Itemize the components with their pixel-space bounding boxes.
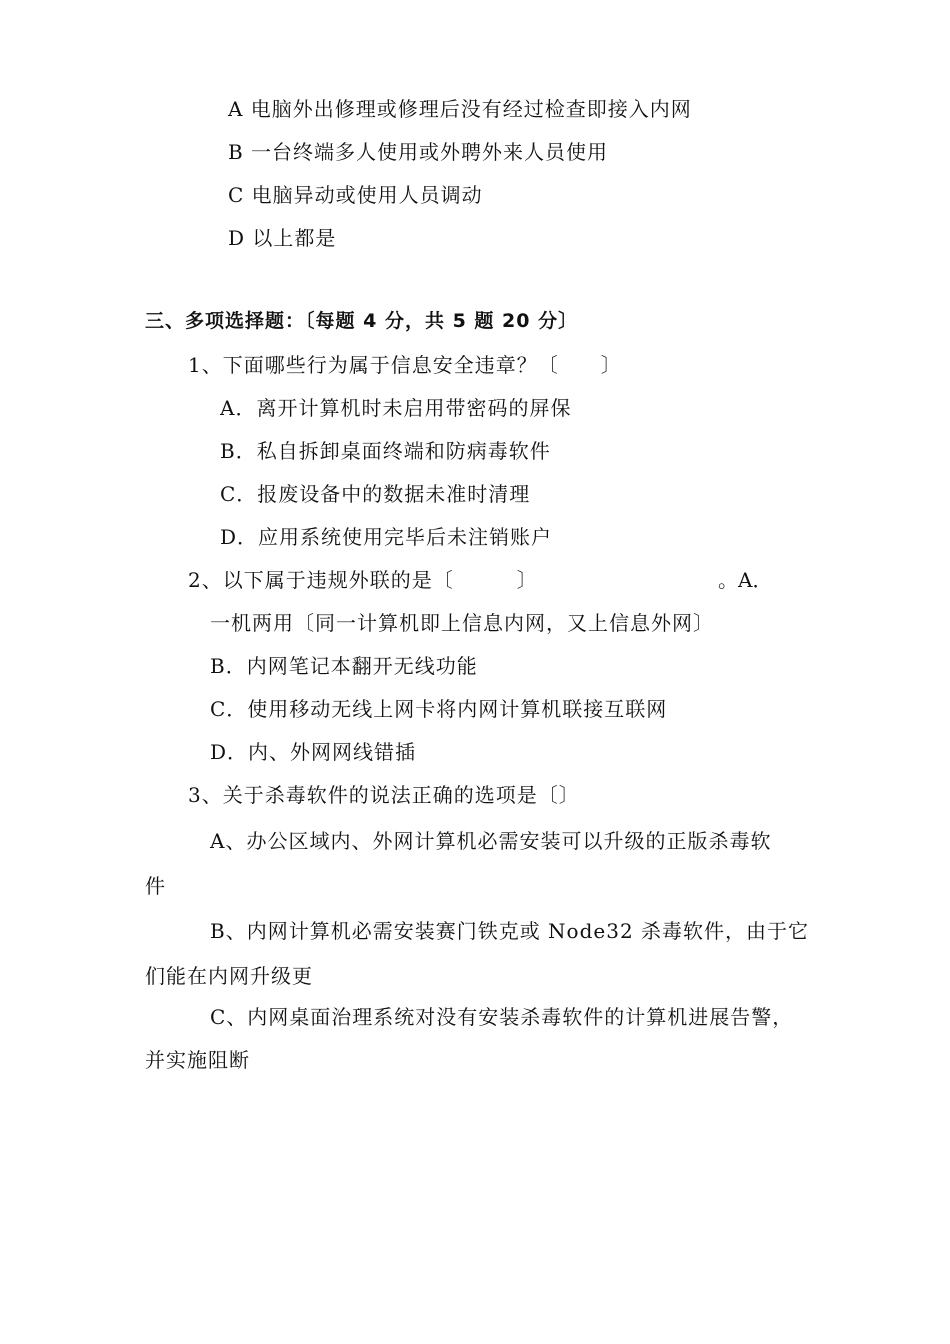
q1-stem: 1、下面哪些行为属于信息安全违章？〔 〕 [188, 353, 622, 377]
prev-option-b: B 一台终端多人使用或外聘外来人员使用 [228, 140, 609, 164]
q2-stem: 2、以下属于违规外联的是〔 〕 [188, 568, 538, 592]
section-title: 三、多项选择题： [145, 310, 306, 332]
prev-option-a: A 电脑外出修理或修理后没有经过检查即接入内网 [228, 97, 692, 121]
q3-option-c-line1: C、内网桌面治理系统对没有安装杀毒软件的计算机进展告警， [210, 1005, 794, 1029]
q3-option-c-line2: 并实施阻断 [145, 1048, 250, 1072]
q1-option-c: C．报废设备中的数据未准时清理 [220, 482, 531, 506]
q1-option-a: A．离开计算机时未启用带密码的屏保 [220, 396, 572, 420]
q2-stem-tail: 。A． [718, 568, 773, 592]
section-heading [145, 308, 578, 334]
q2-option-c: C．使用移动无线上网卡将内网计算机联接互联网 [210, 697, 668, 721]
prev-option-c: C 电脑异动或使用人员调动 [228, 183, 483, 207]
q2-option-b: B．内网笔记本翻开无线功能 [210, 654, 478, 678]
section-score: 〔每题 4 分，共 5 题 20 分〕 [305, 310, 579, 332]
q1-option-b: B．私自拆卸桌面终端和防病毒软件 [220, 439, 551, 463]
q2-option-a: 一机两用〔同一计算机即上信息内网，又上信息外网〕 [210, 611, 714, 635]
q3-option-a-line2: 件 [145, 874, 166, 898]
q3-option-a-line1: A、办公区域内、外网计算机必需安装可以升级的正版杀毒软 [210, 829, 772, 853]
q3-option-b-line2: 们能在内网升级更 [145, 964, 313, 988]
q1-option-d: D．应用系统使用完毕后未注销账户 [220, 525, 553, 549]
q2-option-d: D．内、外网网线错插 [210, 740, 417, 764]
q3-stem: 3、关于杀毒软件的说法正确的选项是〔〕 [188, 783, 580, 807]
prev-option-d: D 以上都是 [228, 226, 337, 250]
q3-option-b-line1: B、内网计算机必需安装赛门铁克或 Node32 杀毒软件，由于它 [210, 919, 810, 943]
